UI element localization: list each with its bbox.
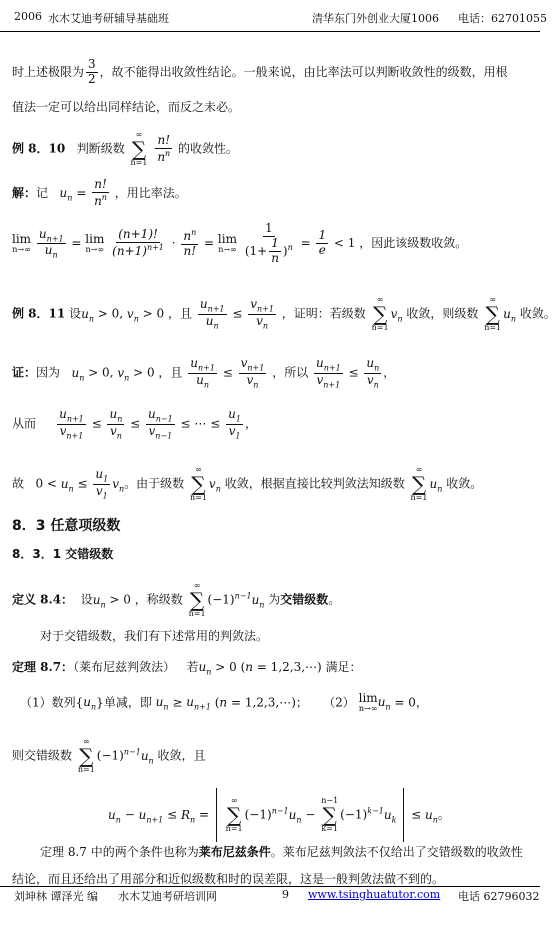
theorem-8-7: 定理 8.7：（莱布尼兹判敛法） 若$u_n > 0$ (n = 1,2,3,⋯) 满足： (12, 660, 362, 677)
limit-equation: lim n→∞ $\frac{u_{n+1}}{u_n}$ = lim n→∞ $\frac{(n+1)!}{(n+1)^{n+1}}$ · $\frac{n^n}{n!}$ = lim n→∞ 1 (1+ $\frac{1}{n}$ )$^n$ = $\frac{1}{e}$ < 1 ，因此该级数收敛。 (12, 221, 468, 265)
footer-org: 水木艾迪考研培训网 (118, 890, 217, 903)
section-heading-8-3-1: 8．3．1 交错级数 (12, 547, 114, 561)
header-phone: 电话：62701055 (458, 12, 547, 25)
footer-url-link[interactable]: www.tsinghuatutor.com (308, 888, 441, 901)
proof-line1: 证：因为 $u_n > 0$, $v_n > 0$ ，且 $\frac{u_{n+1}}{u_n}$ ≤ $\frac{v_{n+1}}{v_n}$ ，所以 $\frac{u_{n+1}}{v_{n+1}}$ ≤ $\frac{u_n}{v_n}$ ， (12, 356, 396, 389)
proof-line3: 故 $0 < u_n$ ≤ $\frac{u_1}{v_1}$ $v_n$。由于级数 ∞ ∑ n=1 $v_n$ 收敛，根据直接比较判敛法知级数 ∞ ∑ n=1 $u_n$ 收敛。 (12, 465, 483, 502)
fraction-3-2: $\frac{3}{2}$ (88, 57, 96, 86)
footer-rule (0, 886, 540, 887)
header-address: 清华东门外创业大厦1006 (312, 12, 439, 25)
theorem-conditions: （1）数列$\{u_n\}$单减，即 $u_n \ge u_{n+1}$ (n = 1,2,3,⋯)； （2） lim n→∞ $u_n = 0$， (20, 691, 428, 714)
sum-symbol: ∞ ∑ n=1 (130, 130, 148, 167)
theorem-conclusion: 则交错级数 ∞ ∑ n=1 $(-1)^{n-1}u_n$ 收敛，且 (12, 737, 206, 774)
example-8-11: 例 8．11 设$u_n > 0$, $v_n > 0$ ，且 $\frac{u_{n+1}}{u_n}$ ≤ $\frac{v_{n+1}}{v_n}$ ，证明：若级数 ∞ ∑ n=1 $v_n$ 收敛，则级数 ∞ ∑ n=1 $u_n$ 收敛。 (12, 295, 556, 332)
para1-line1: 时上述极限为 $\frac{3}{2}$ ，故不能得出收敛性结论。一般来说，由比率法可以判断收敛性的级数，用根 (12, 57, 508, 86)
footer-authors: 刘坤林 谭泽光 编 (14, 890, 98, 903)
footer-phone: 电话 62796032 (458, 890, 540, 903)
definition-8-4: 定义 8.4： 设$u_n > 0$ ，称级数 ∞ ∑ n=1 $(-1)^{n-1}u_n$ 为交错级数。 (12, 581, 341, 618)
section-heading-8-3: 8．3 任意项级数 (12, 518, 121, 534)
error-bound-formula: $u_n - u_{n+1} \le R_n$ = ∞ ∑ n=1 $(-1)^{n-1}u_n$ − n−1 ∑ k=1 $(-1)^{k-1}u_k \le u_n$。 (108, 788, 450, 842)
para1-line2: 值法一定可以给出同样结论，而反之未必。 (12, 100, 241, 114)
header-title: 水木艾迪考研辅导基础班 (48, 12, 169, 25)
header-rule (0, 31, 540, 32)
solution-8-10-line1: 解：记 $u_n$ = $\frac{n!}{n^n}$ ，用比率法。 (12, 177, 187, 208)
header-year: 2006 (14, 10, 42, 23)
example-label: 例 8．10 (12, 141, 66, 156)
footer-page-number: 9 (282, 888, 289, 901)
para-alternating: 对于交错级数，我们有下述常用的判敛法。 (40, 629, 269, 643)
fraction-n-factorial: $\frac{n!}{n^n}$ (157, 132, 171, 164)
example-8-10: 例 8．10 判断级数 ∞ ∑ n=1 $\frac{n!}{n^n}$ 的收敛性。 (12, 130, 239, 167)
proof-line2: 从而 $\frac{u_{n+1}}{v_{n+1}}$ ≤ $\frac{u_n}{v_n}$ ≤ $\frac{u_{n-1}}{v_{n-1}}$ ≤ ⋯ ≤ $\frac{u_1}{v_1}$ ， (12, 407, 257, 440)
closing-line2: 结论，而且还给出了用部分和近似级数和时的误差限，这是一般判敛法做不到的。 (12, 872, 445, 886)
closing-line1: 定理 8.7 中的两个条件也称为莱布尼兹条件。莱布尼兹判敛法不仅给出了交错级数的收敛性 (40, 845, 523, 859)
